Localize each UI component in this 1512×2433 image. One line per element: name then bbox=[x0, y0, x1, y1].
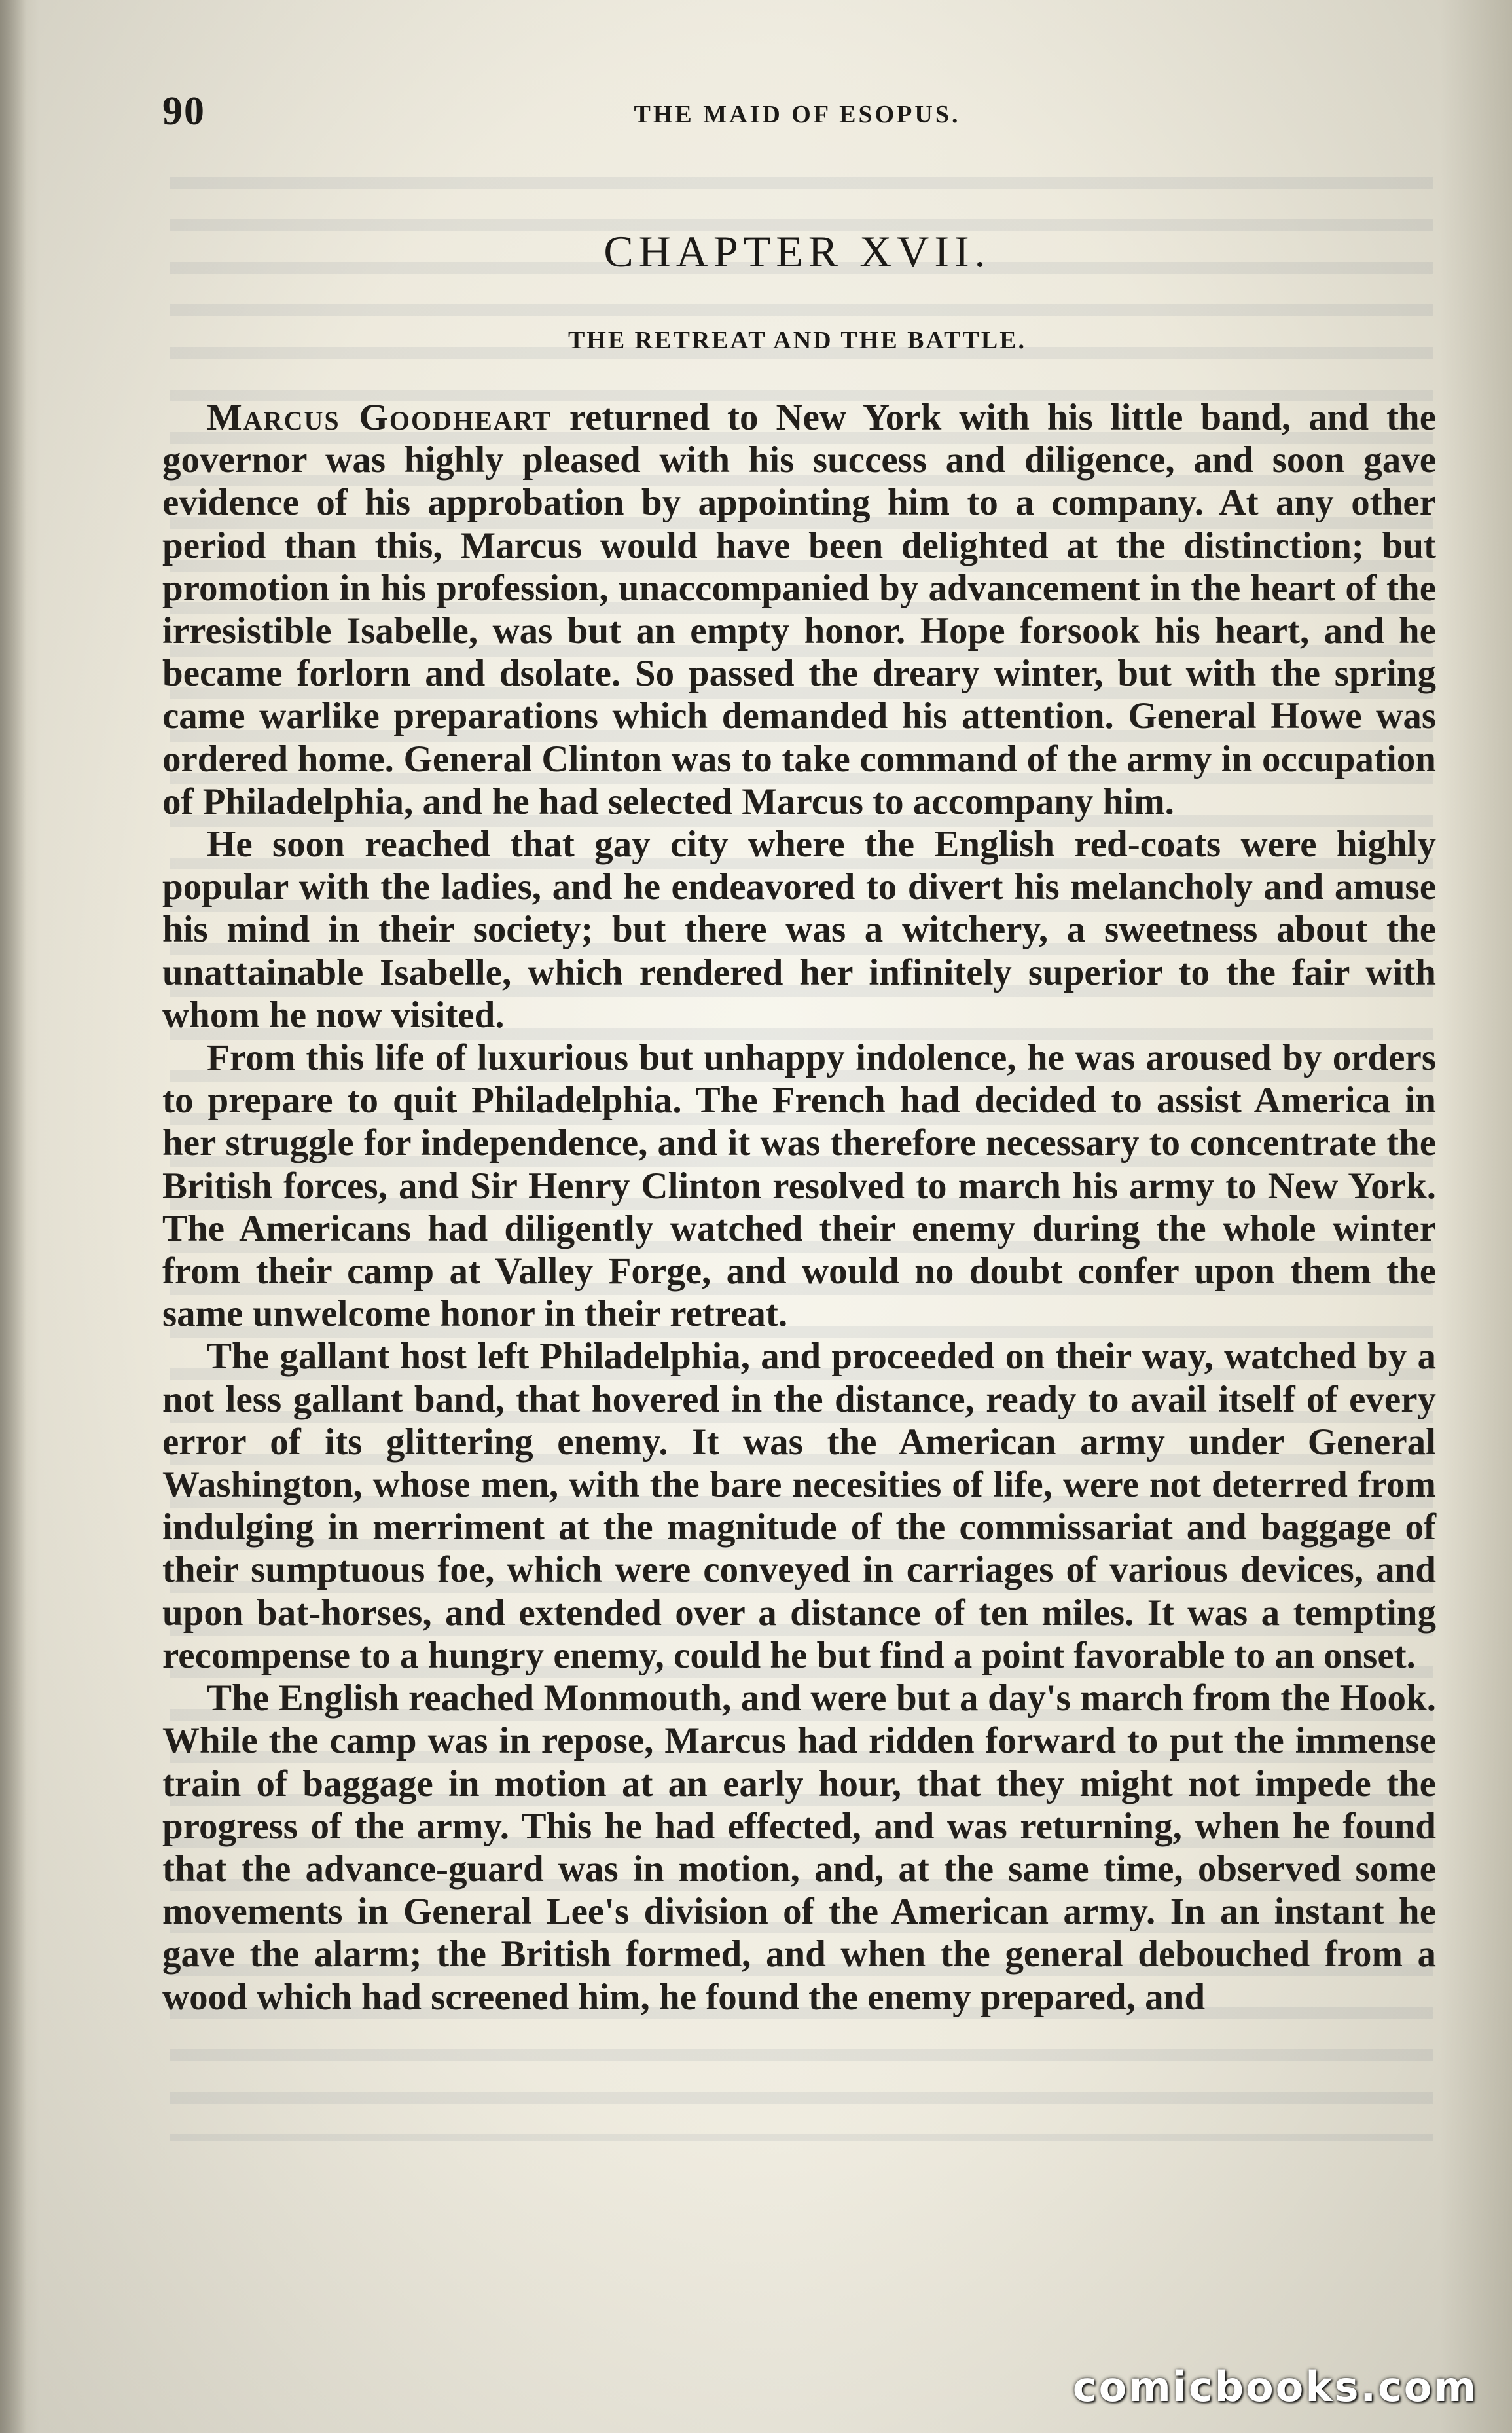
lead-name: Marcus Goodheart bbox=[207, 397, 552, 438]
page-number: 90 bbox=[162, 89, 206, 134]
page-header bbox=[162, 88, 1432, 141]
chapter-title: CHAPTER XVII. bbox=[603, 227, 991, 276]
paragraph-4: The gallant host left Philadelphia, and proceeded on their way, watched by a not less gallant band, that hovered in the distance, ready to avail itself of every error of its glittering enemy. It was the American army under General Washington, whose men, with the bare necesities of life, were not deterred from indulging in merriment at the magnitude of the commissariat and baggage of their sumptuous foe, which were conveyed in carriages of various devices, and upon bat-horses, and extended over a distance of ten miles. It was a tempting recompense to a hungry enemy, could he but find a point favorable to an onset. bbox=[162, 1336, 1436, 1676]
chapter-body bbox=[162, 396, 1436, 2019]
running-head: THE MAID OF ESOPUS. bbox=[634, 101, 961, 128]
paragraph-3: From this life of luxurious but unhappy indolence, he was aroused by orders to prepare to quit Philadelphia. The French had decided to assist America in her struggle for independence, and it was therefore necessary to concentrate the British forces, and Sir Henry Clinton resolved to march his army to New York. The Americans had diligently watched their enemy during the whole winter from their camp at Valley Forge, and would no doubt confer upon them the same unwelcome honor in their retreat. bbox=[162, 1037, 1436, 1335]
paragraph-5: The English reached Monmouth, and were but a day's march from the Hook. While the camp was in repose, Marcus had ridden forward to put the immense train of baggage in motion at an early hour, that they might not impede the progress of the army. This he had effected, and was returning, when he found that the advance-guard was in motion, and, at the same time, observed some movements in General Lee's division of the American army. In an instant he gave the alarm; the British formed, and when the general debouched from a wood which had screened him, he found the enemy prepared, and bbox=[162, 1677, 1436, 2018]
paragraph-2: He soon reached that gay city where the English red-coats were highly popular with the ladies, and he endeavored to divert his melancholy and amuse his mind in their society; but there was a witchery, a sweetness about the unattainable Isabelle, which rendered her infinitely superior to the fair with whom he now visited. bbox=[162, 824, 1436, 1036]
paragraph-1-text: returned to New York with his little band, and the governor was highly pleased with his success and diligence, and soon gave evidence of his approbation by appointing him to a company. At any other period than this, Marcus would have been delighted at the distinction; but promotion in his profession, unaccompanied by advancement in the heart of the irresistible Isabelle, was but an empty honor. Hope forsook his heart, and he became forlorn and dsolate. So passed the dreary winter, but with the spring came warlike preparations which demanded his attention. General Howe was ordered home. General Clinton was to take command of the army in occupation of Philadelphia, and he had selected Marcus to accompany him. bbox=[162, 397, 1437, 822]
watermark: comicbooks.com bbox=[1072, 2363, 1478, 2411]
page-edge-shadow bbox=[0, 0, 26, 2433]
paragraph-1 bbox=[162, 396, 1436, 823]
chapter-subtitle: THE RETREAT AND THE BATTLE. bbox=[567, 327, 1027, 354]
